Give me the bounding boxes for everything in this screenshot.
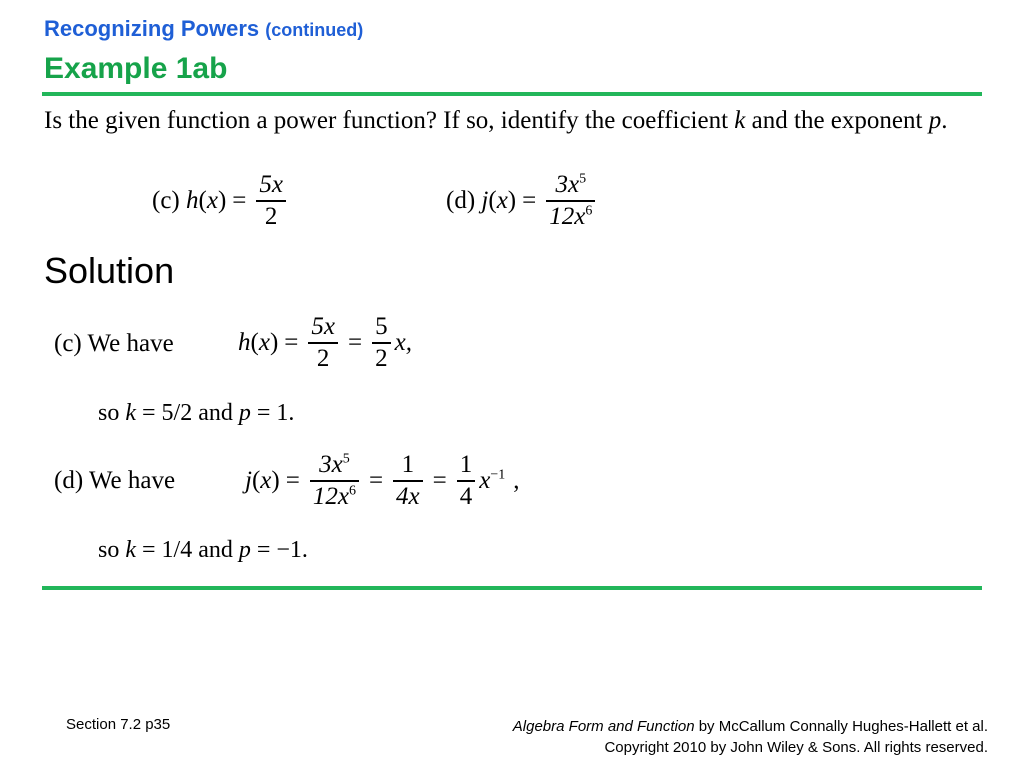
- problem-d-fn: j: [481, 186, 489, 214]
- question-p: p: [928, 107, 942, 134]
- question-text: [44, 104, 984, 138]
- problem-d-numerator: $3x^5$: [555, 171, 587, 198]
- problem-c-fn: h: [186, 186, 199, 214]
- solution-d-equation: j ( x ) = $\frac{3x^5}{12x^6}$ = $\frac{1}{4x}$ = $\frac{1}{4}$ $x^{-1}$ ,: [245, 451, 520, 510]
- footer-section: Section 7.2 p35: [66, 716, 171, 733]
- top-divider: [42, 92, 982, 96]
- footer-authors: by McCallum Connally Hughes-Hallett et al.: [694, 718, 988, 735]
- solution-d-frac2: $\frac{1}{4x}$: [393, 450, 423, 512]
- solution-d-frac1: $\frac{3x^5}{12x^6}$: [310, 450, 359, 512]
- solution-c-equation: h ( x ) = $\frac{5x}{2}$ = $\frac{5}{2}$ x,: [238, 313, 412, 372]
- solution-d-label: (d) We have: [54, 467, 176, 494]
- solution-heading: Solution: [44, 250, 175, 291]
- footer-book-title: Algebra Form and Function: [512, 718, 695, 735]
- solution-c-frac1: $\frac{5x}{2}$: [308, 312, 338, 374]
- solution-c-conclusion: so k = 5/2 and p = 1.: [98, 400, 295, 426]
- problem-d-fraction: [546, 170, 595, 232]
- footer-credits: [513, 716, 988, 758]
- problem-c-fraction: [256, 170, 286, 232]
- solution-c-label: (c) We have: [54, 330, 174, 357]
- solution-d-conclusion: so k = 1/4 and p = −1.: [98, 537, 308, 563]
- question-part2: and the exponent: [745, 107, 929, 134]
- problem-d-denominator: $12x^6$: [549, 202, 593, 230]
- problem-d: (d) j ( x ) = $\frac{3x^5}{12x^6}$: [446, 170, 599, 232]
- footer-copyright: Copyright 2010 by John Wiley & Sons. All rights reserved.: [604, 739, 988, 756]
- problem-c: (c) h ( x ) = $\frac{5x}{2}$: [152, 170, 290, 232]
- problem-c-label: (c): [152, 186, 180, 214]
- problem-c-denominator: 2: [264, 202, 278, 230]
- problem-c-arg: x: [206, 186, 218, 214]
- question-part1: Is the given function a power function? If so, identify the coefficient: [44, 107, 735, 134]
- problem-d-label: (d): [446, 186, 476, 214]
- slide-title: [44, 16, 363, 42]
- bottom-divider: [42, 586, 982, 590]
- solution-c-frac2: $\frac{5}{2}$: [372, 312, 391, 374]
- solution-d-frac3: $\frac{1}{4}$: [457, 450, 476, 512]
- solution-d-tail: $x^{-1}$: [479, 466, 506, 494]
- example-title: Example 1ab: [44, 52, 228, 85]
- problem-c-numerator: 5x: [259, 171, 283, 198]
- title-text: Recognizing Powers: [44, 16, 260, 41]
- solution-c-tail: x,: [394, 328, 412, 356]
- question-k: k: [734, 107, 746, 134]
- question-part3: .: [941, 107, 948, 134]
- title-subtitle: (continued): [265, 20, 364, 40]
- problem-d-arg: x: [496, 186, 508, 214]
